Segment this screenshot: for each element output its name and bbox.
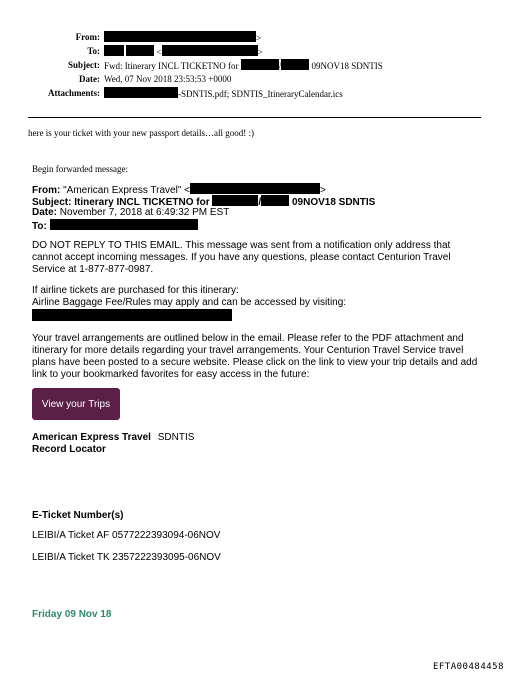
begin-forwarded-label: Begin forwarded message: <box>32 164 128 174</box>
amex-code: SDNTIS <box>157 432 195 443</box>
header-from-row <box>0 31 512 45</box>
airline-notice <box>32 285 482 324</box>
redacted-link[interactable] <box>32 309 232 321</box>
airline-line-2: Airline Baggage Fee/Rules may apply and can be accessed by visiting: <box>32 297 347 308</box>
redaction-bar <box>162 45 258 56</box>
redaction-bar <box>50 219 198 230</box>
redaction-bar <box>104 45 124 56</box>
redaction-bar <box>241 59 279 70</box>
attachments-label: Attachments: <box>48 88 100 98</box>
ticket-list <box>32 530 221 574</box>
header-attachments-row <box>0 87 512 101</box>
forwarded-from-row <box>32 183 492 195</box>
from-label: From: <box>75 32 100 42</box>
forwarded-subject-slash: / <box>258 197 262 208</box>
view-your-trips-button[interactable]: View your Trips <box>32 388 120 420</box>
ticket-line: LEIBI/A Ticket TK 2357222393095-06NOV <box>32 552 221 563</box>
forwarded-from-value: "American Express Travel" < <box>63 185 190 196</box>
forwarded-from-suffix: > <box>320 185 326 196</box>
arrangements-text: Your travel arrangements are outlined below in the email. Please refer to the PDF attachment and itinerary for more details regarding your travel arrangements. Your Centurion Travel Service travel plans have been posted to a secure website. Please click on the link to view your trip details and add link to your bookmarked favorites for easy access in the future: <box>32 333 478 380</box>
eticket-heading: E-Ticket Number(s) <box>32 510 124 521</box>
subject-slash: / <box>278 61 282 71</box>
document-reference: EFTA00484458 <box>432 662 504 672</box>
subject-text: Fwd: Itinerary INCL TICKETNO for <box>104 61 239 71</box>
itinerary-date-heading: Friday 09 Nov 18 <box>32 609 112 620</box>
header-divider <box>28 117 481 118</box>
header-subject-row <box>0 59 512 73</box>
forwarded-subject-row <box>32 195 492 207</box>
redaction-bar <box>104 31 256 42</box>
redaction-bar <box>126 45 154 56</box>
subject-label: Subject: <box>68 60 100 70</box>
forwarded-subject-suffix: 09NOV18 SDNTIS <box>291 197 376 208</box>
to-separator: < <box>156 47 162 57</box>
subject-suffix: 09NOV18 SDNTIS <box>311 61 383 71</box>
forwarded-date-value: November 7, 2018 at 6:49:32 PM EST <box>59 207 230 218</box>
amex-label: American Express Travel <box>32 432 151 443</box>
redaction-bar <box>278 59 309 71</box>
ticket-line: LEIBI/A Ticket AF 0577222393094-06NOV <box>32 530 221 541</box>
date-label: Date: <box>79 74 100 84</box>
redaction-bar <box>261 195 289 206</box>
forwarded-date-row <box>32 207 492 219</box>
forwarded-to-row <box>32 219 492 231</box>
record-locator-label: Record Locator <box>32 444 106 455</box>
forwarded-subject-value: Itinerary INCL TICKETNO for <box>74 197 210 208</box>
forwarded-from-label: From: <box>32 185 61 196</box>
attachments-value[interactable]: -SDNTIS.pdf; SDNTIS_ItineraryCalendar.ics <box>178 89 343 99</box>
airline-line-1: If airline tickets are purchased for this itinerary: <box>32 285 239 296</box>
no-reply-notice: DO NOT REPLY TO THIS EMAIL. This message was sent from a notification only address that cannot accept incoming messages. If you have any questions, please contact Centurion Travel Service at 1-877-877-0987. <box>32 240 451 275</box>
amex-block <box>32 432 194 456</box>
email-header <box>0 31 512 101</box>
redaction-bar <box>212 195 258 206</box>
from-suffix: > <box>256 33 262 43</box>
header-date-row <box>0 73 512 87</box>
header-to-row <box>0 45 512 59</box>
forwarded-to-label: To: <box>32 221 47 232</box>
redaction-bar <box>104 87 178 98</box>
to-suffix: > <box>257 47 263 57</box>
redaction-bar <box>190 183 320 194</box>
forwarded-date-label: Date: <box>32 207 58 218</box>
to-label: To: <box>87 46 100 56</box>
forwarded-subject-label: Subject: <box>32 197 72 208</box>
forward-note: here is your ticket with your new passport details…all good! :) <box>28 128 254 138</box>
forwarded-header <box>32 183 492 231</box>
date-value: Wed, 07 Nov 2018 23:53:53 +0000 <box>104 74 232 84</box>
